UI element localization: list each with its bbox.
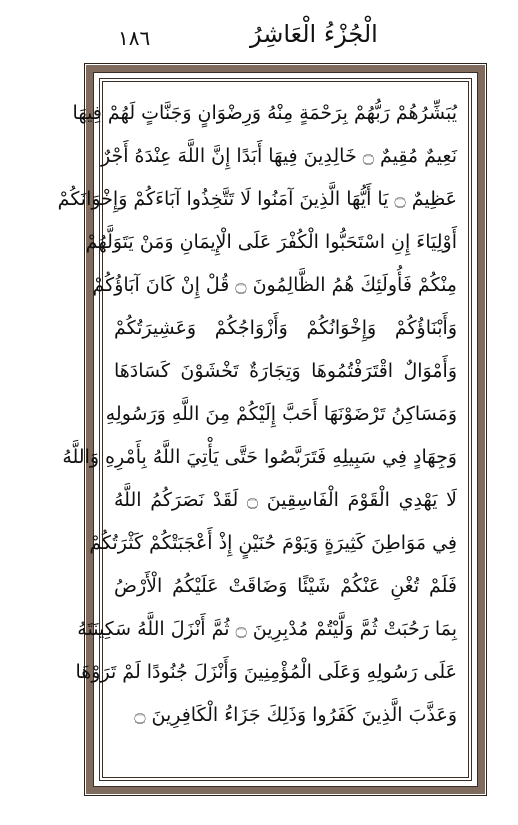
verse-line: نَعِيمٌ مُقِيمٌ ۝ خَالِدِينَ فِيهَا أَبَدًا إِنَّ اللَّهَ عِنْدَهُ أَجْرٌ (100, 145, 457, 167)
verse-line: لَا يَهْدِي الْقَوْمَ الْفَاسِقِينَ ۝ لَقَدْ نَصَرَكُمُ اللَّهُ (114, 489, 457, 511)
verse-line: مِنْكُمْ فَأُولَئِكَ هُمُ الظَّالِمُونَ ۝ قُلْ إِنْ كَانَ آبَاؤُكُمْ (92, 274, 457, 296)
quran-text-block (57, 92, 457, 737)
verse-line: يُبَشِّرُهُمْ رَبُّهُمْ بِرَحْمَةٍ مِنْهُ وَرِضْوَانٍ وَجَنَّاتٍ لَهُمْ فِيهَا (72, 102, 457, 124)
page-number: ١٨٦ (118, 26, 151, 50)
verse-line: فِي مَوَاطِنَ كَثِيرَةٍ وَيَوْمَ حُنَيْنٍ إِذْ أَعْجَبَتْكُمْ كَثْرَتُكُمْ (89, 532, 457, 554)
verse-line: عَلَى رَسُولِهِ وَعَلَى الْمُؤْمِنِينَ وَأَنْزَلَ جُنُودًا لَمْ تَرَوْهَا (75, 661, 457, 683)
verse-line: وَأَبْنَاؤُكُمْ وَإِخْوَانُكُمْ وَأَزْوَاجُكُمْ وَعَشِيرَتُكُمْ (114, 317, 457, 339)
verse-line: وَمَسَاكِنُ تَرْضَوْنَهَا أَحَبَّ إِلَيْكُمْ مِنَ اللَّهِ وَرَسُولِهِ (105, 403, 457, 425)
page-header (0, 0, 518, 62)
verse-line: وَأَمْوَالٌ اقْتَرَفْتُمُوهَا وَتِجَارَةٌ تَخْشَوْنَ كَسَادَهَا (114, 360, 457, 382)
verse-line: وَجِهَادٍ فِي سَبِيلِهِ فَتَرَبَّصُوا حَتَّى يَأْتِيَ اللَّهُ بِأَمْرِهِ وَاللَّهُ (62, 446, 457, 468)
juz-title: الْجُزْءُ الْعَاشِرُ (250, 20, 378, 48)
verse-line: بِمَا رَحُبَتْ ثُمَّ وَلَّيْتُمْ مُدْبِرِينَ ۝ ثُمَّ أَنْزَلَ اللَّهُ سَكِينَتَهُ (77, 618, 457, 640)
verse-line: عَظِيمٌ ۝ يَا أَيُّهَا الَّذِينَ آمَنُوا لَا تَتَّخِذُوا آبَاءَكُمْ وَإِخْوَانَكُمْ (57, 188, 457, 210)
verse-line: وَعَذَّبَ الَّذِينَ كَفَرُوا وَذَلِكَ جَزَاءُ الْكَافِرِينَ ۝ (134, 704, 457, 726)
verse-line: فَلَمْ تُغْنِ عَنْكُمْ شَيْئًا وَضَاقَتْ عَلَيْكُمُ الْأَرْضُ (114, 575, 457, 597)
verse-line: أَوْلِيَاءَ إِنِ اسْتَحَبُّوا الْكُفْرَ عَلَى الْإِيمَانِ وَمَنْ يَتَوَلَّهُمْ (85, 231, 457, 253)
